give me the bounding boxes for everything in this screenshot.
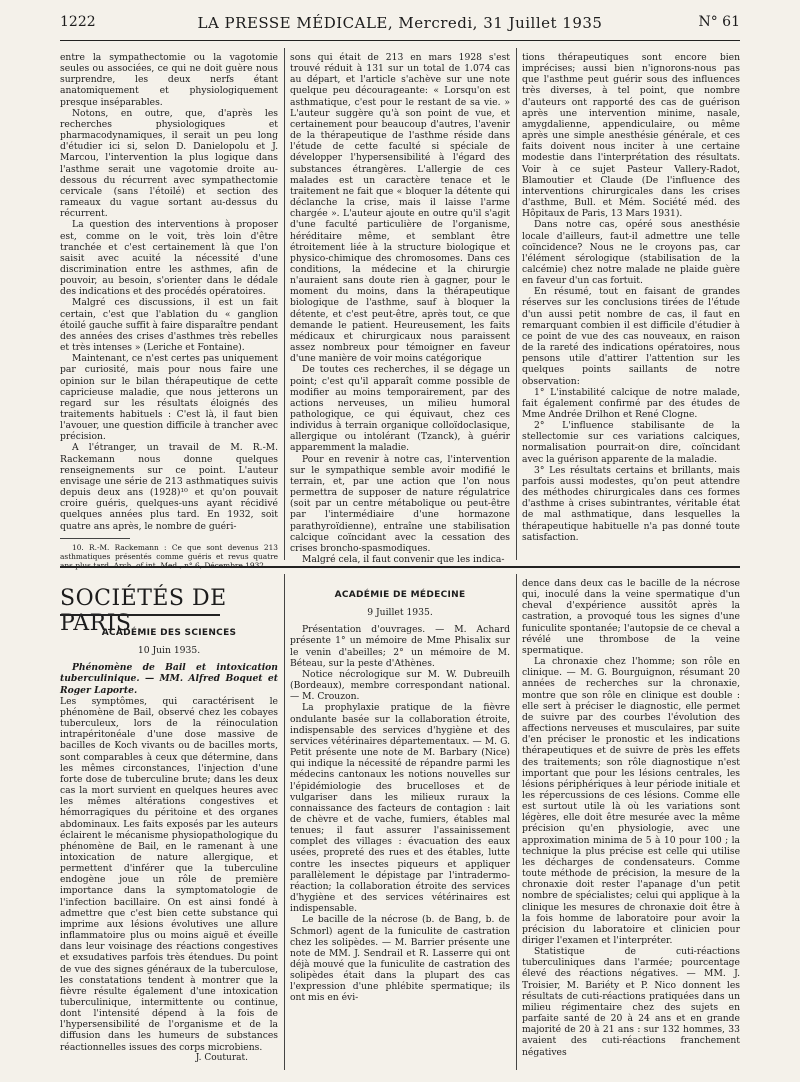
column-rule (284, 574, 285, 1070)
session-date: 10 Juin 1935. (137, 645, 201, 657)
session-date: 9 Juillet 1935. (367, 607, 433, 619)
academy-heading: ACADÉMIE DE MÉDECINE (334, 590, 466, 600)
communication: Statistique de cuti-réactions tuberculiniques dans l'armée; pourcentage élevé des réactions négatives. — MM. J. Troisier, M. Bariéty et P. Nico donnent les résultats de cuti-réactions pratiquées dans un milieu régimentaire chez des sujets en parfaite santé de 20 à 24 ans et en grande majorité de 20 à 21 ans : sur 132 hommes, 33 avaient des cuti-réactions franchement négatives (522, 946, 740, 1058)
article-paragraph: 1° L'instabilité calcique de notre malade, fait également confirmé par des études de Mme Andrée Drilhon et René Clogne. (522, 386, 740, 420)
section-rule (60, 566, 740, 568)
issue-number: N° 61 (698, 14, 740, 30)
section-heading: SOCIÉTÉS DE PARIS (60, 586, 227, 636)
article-column-1 (60, 52, 278, 570)
article-paragraph: tions thérapeutiques sont encore bien imprécises; aussi bien n'ignorons-nous pas que l'asthme peut guérir sous des influences très diverses, à tel point, que nombre d'auteurs ont rapporté des cas de guérison après une intervention minime, nasale, amygdalienne, appendiculaire, ou même après une simple anesthésie générale, et ces faits doivent nous inciter à une certaine modestie dans l'interprétation des résultats. Voir à ce sujet Pasteur Vallery-Radot, Blamoutier et Claude (De l'influence des interventions chirurgicales dans les crises d'asthme, Bull. et Mém. Société méd. des Hôpitaux de Paris, 13 Mars 1931). (522, 52, 740, 220)
article-column-2 (290, 52, 510, 566)
article-paragraph: De toutes ces recherches, il se dégage un point; c'est qu'il apparaît comme possible de modifier au moins temporairement, par des actions nerveuses, un milieu humoral pathologique, ce qui équivaut, chez ces individus à terrain organique colloïdoclasique, allergique ou intolérant (Tzanck), à guérir apparemment la maladie. (290, 364, 510, 454)
societes-column-2 (290, 586, 510, 1070)
page-number: 1222 (60, 14, 96, 30)
academy-heading: ACADÉMIE DES SCIENCES (101, 628, 237, 638)
communication: La chronaxie chez l'homme; son rôle en clinique. — M. G. Bourguignon, résumant 20 années de recherches sur la chronaxie, montre que son rôle en clinique est double : elle sert à préciser le diagnostic, elle permet de suivre par des courbes l'évolution des affections nerveuses et musculaires, par suite d'en préciser le pronostic et les indications thérapeutiques et de suivre de près les effets des traitements; son rôle diagnostique n'est important que pour les lésions centrales, les lésions périphériques à leur période initiale et les répercussions de ces lésions. Comme elle est surtout utile là où les variations sont légères, elle doit être mesurée avec la même précision qu'en physiologie, avec une approximation minima de 5 à 10 pour 100 ; la technique la plus précise est celle qui utilise les décharges de condensateurs. Comme toute méthode de précision, la mesure de la chronaxie doit rester l'apanage d'un petit nombre de spécialistes; celui qui applique à la clinique les mesures de chronaxie doit être à la fois homme de laboratoire pour avoir la précision du laboratoire et clinicien pour diriger l'examen et l'interpréter. (522, 656, 740, 946)
column-rule (516, 48, 517, 560)
article-paragraph: Pour en revenir à notre cas, l'intervention sur le sympathique semble avoir modifié le terrain, et, par une action que l'on nous permettra de supposer de nature régulatrice (soit par un centre métabolique ou peut-être par l'intermédiaire d'une hormazone parathyroïdienne), entraîne une stabilisation calcique coïncidant avec la cessation des crises broncho-spasmodiques. (290, 453, 510, 554)
article-paragraph: Malgré ces discussions, il est un fait certain, c'est que l'ablation du « ganglion étoilé gauche suffit à faire disparaître pendant des années des crises d'asthmes très rebelles et très intenses » (Leriche et Fontaine). (60, 297, 278, 354)
footnote: 10. R.-M. Rackemann : Ce que sont devenus 213 asthmatiques présentés comme guéris et revus quatre ans plus tard. Arch. of int. Med., n° 6, Décembre 1932. (60, 542, 278, 570)
article-paragraph: Notons, en outre, que, d'après les recherches physiologiques et pharmacodynamiques, il serait un peu long d'étudier ici si, selon D. Danielopolu et J. Marcou, l'intervention la plus logique dans l'asthme serait une vagotomie droite au-dessous du récurrent avec sympathectomie cervicale (sans l'étoilé) et section des rameaux du vague sortant au-dessus du récurrent. (60, 107, 278, 220)
article-paragraph: 2° L'influence stabilisante de la stellectomie sur ces variations calciques, normalisation pourrait-on dire, coïncidant avec la guérison apparente de la maladie. (522, 420, 740, 465)
column-rule (284, 48, 285, 560)
communication: Présentation d'ouvrages. — M. Achard présente 1° un mémoire de Mme Phisalix sur le venin d'abeilles; 2° un mémoire de M. Béteau, sur la peste d'Athènes. (290, 624, 510, 669)
communication: dence dans deux cas le bacille de la nécrose qui, inoculé dans la veine spermatique d'un cheval d'expérience aussitôt après la castration, a provoqué tous les signes d'une funiculite spontanée; l'autopsie de ce cheval a révélé une thrombose de la veine spermatique. (522, 578, 740, 656)
page-header (60, 14, 740, 36)
communication: Notice nécrologique sur M. W. Dubreuilh (Bordeaux), membre correspondant national. — M. Crouzon. (290, 668, 510, 703)
communication-title: Phénomène de Bail et intoxication tuberculinique. — MM. Alfred Boquet et Roger Laporte. (60, 662, 278, 696)
article-paragraph: entre la sympathectomie ou la vagotomie seules ou associées, ce qui ne doit guère nous surprendre, les deux nerfs étant anatomiquement et physiologiquement presque inséparables. (60, 52, 278, 108)
article-column-3 (522, 52, 740, 560)
communication: La prophylaxie pratique de la fièvre ondulante basée sur la collaboration étroite, indispensable des services d'hygiène et des services vétérinaires départementaux. — M. G. Petit présente une note de M. Barbary (Nice) qui indique la nécessité de répandre parmi les médecins cantonaux les notions nouvelles sur l'épidémiologie des brucelloses et de vulgariser dans les milieux ruraux la connaissance des facteurs de contagion : lait de chèvre et de vache, fumiers, étables mal tenues; il faut assurer l'assainissement complet des villages : évacuation des eaux usées, propreté des rues et des étables, lutte contre les insectes piqueurs et appliquer parallèlement le dépistage par l'intradermo-réaction; la collaboration étroite des services d'hygiène et des services vétérinaires est indispensable. (290, 702, 510, 915)
communication-body: Les symptômes, qui caractérisent le phénomène de Bail, observé chez les cobayes tuberculeux, lors de la réinoculation intrapéritonéale d'une dose massive de bacilles de Koch vivants ou de bacilles morts, sont comparables à ceux que détermine, dans les mêmes circonstances, l'injection d'une forte dose de tuberculine brute; dans les deux cas la mort survient en quelques heures avec les mêmes altérations congestives et hémorragiques du péritoine et des organes abdominaux. Les faits exposés par les auteurs éclairent le mécanisme physiopathologique du phénomène de Bail, en le ramenant à une intoxication de nature allergique, et permettent d'inférer que la tuberculine endogène joue un rôle de première importance dans la symptomatologie de l'infection bacillaire. On est ainsi fondé à admettre que c'est bien cette substance qui imprime aux lésions évolutives une allure inflammatoire plus ou moins aiguë et éveille dans leur voisinage des réactions congestives et exsudatives parfois très étendues. Du point de vue des signes généraux de la tuberculose, les constatations tendent à montrer que la fièvre résulte également d'une intoxication tuberculinique, intermittente ou continue, dont l'intensité dépend à la fois de l'hypersensibilité de l'organisme et de la diffusion dans les humeurs de substances réactionnelles issues des corps microbiens. (60, 695, 278, 1053)
article-paragraph: Dans notre cas, opéré sous anesthésie locale d'ailleurs, faut-il admettre une telle coïncidence? Nous ne le croyons pas, car l'élément sérologique (stabilisation de la calcémie) chez notre malade ne plaide guère en faveur d'un cas fortuit. (522, 219, 740, 287)
societes-column-3 (522, 578, 740, 1070)
article-paragraph: Malgré cela, il faut convenir que les indica- (302, 554, 505, 566)
article-paragraph: 3° Les résultats certains et brillants, mais parfois aussi modestes, qu'on peut attendre des méthodes chirurgicales dans ces formes d'asthme à crises subintrantes, véritable état de mal asthmatique, dans lesquelles la thérapeutique habituelle n'a pas donné toute satisfaction. (522, 464, 740, 543)
article-paragraph: Maintenant, ce n'est certes pas uniquement par curiosité, mais pour nous faire une opinion sur le bilan thérapeutique de cette capricieuse maladie, que nous jetterons un regard sur les résultats éloignés des traitements habituels : C'est là, il faut bien l'avouer, une question difficile à trancher avec précision. (60, 353, 278, 443)
heading-underline (60, 614, 220, 616)
article-paragraph: La question des interventions à proposer est, comme on le voit, très loin d'être tranchée et c'est certainement là que l'on saisit avec acuité la nécessité d'une discrimination entre les asthmes, afin de pouvoir, au besoin, s'orienter dans le dédale des indications et des procédés opératoires. (60, 219, 278, 298)
article-paragraph: sons qui était de 213 en mars 1928 s'est trouvé réduit à 131 sur un total de 1.074 cas au départ, et l'article s'achève sur une note quelque peu décourageante: « Lorsqu'on est asthmatique, c'est pour le restant de sa vie. » L'auteur suggère qu'à son point de vue, et certainement pour beaucoup d'autres, l'avenir de la thérapeutique de l'asthme réside dans l'étude de cette faculté si spéciale de développer l'hypersensibilité à l'égard des substances étrangères. L'allergie de ces malades est un caractère tenace et le traitement ne fait que « bloquer la détente qui déclanche la crise, mais il laisse l'arme chargée ». L'auteur ajoute en outre qu'il s'agit d'une faculté particulière de l'organisme, héréditaire même, et semblant être étroitement liée à la structure biologique et physico-chimique des chromosomes. Dans ces conditions, la médecine et la chirurgie n'auraient sans doute rien à gagner, pour le moment du moins, dans la thérapeutique biologique de l'asthme, sauf à bloquer la détente, et c'est peut-être, après tout, ce que demande le patient. Heureusement, les faits médicaux et chirurgicaux nous paraissent assez nombreux pour témoigner en faveur d'une manière de voir moins catégorique (290, 52, 510, 365)
publication-title: LA PRESSE MÉDICALE, Mercredi, 31 Juillet 1935 (197, 14, 603, 32)
article-paragraph: A l'étranger, un travail de M. R.-M. Rackemann nous donne quelques renseignements sur ce point. L'auteur envisage une série de 213 asthmatiques suivis depuis deux ans (1928)¹⁰ et qu'on pouvait croire guéris, quelques-uns ayant récidivé quelques années plus tard. En 1932, soit quatre ans après, le nombre de guéri- (60, 442, 278, 532)
signature: J. Couturat. (195, 1052, 248, 1063)
societes-column-1 (60, 624, 278, 1070)
article-paragraph: En résumé, tout en faisant de grandes réserves sur les conclusions tirées de l'étude d'un aussi petit nombre de cas, il faut en remarquant combien il est difficile d'étudier à ce point de vue des cas nouveaux, en raison de la rareté des indications opératoires, nous pensons utile d'attirer l'attention sur les quelques points saillants de notre observation: (522, 286, 740, 387)
column-rule (516, 574, 517, 1070)
communication: Le bacille de la nécrose (b. de Bang, b. de Schmorl) agent de la funiculite de castration chez les solipèdes. — M. Barrier présente une note de MM. J. Sendrail et R. Lasserre qui ont déjà mouvé que la funiculite de castration des solipèdes était dans la plupart des cas l'expression d'une phlébite spermatique; ils ont mis en évi- (290, 914, 510, 1004)
header-rule (60, 40, 740, 41)
footnote-rule (60, 538, 130, 539)
